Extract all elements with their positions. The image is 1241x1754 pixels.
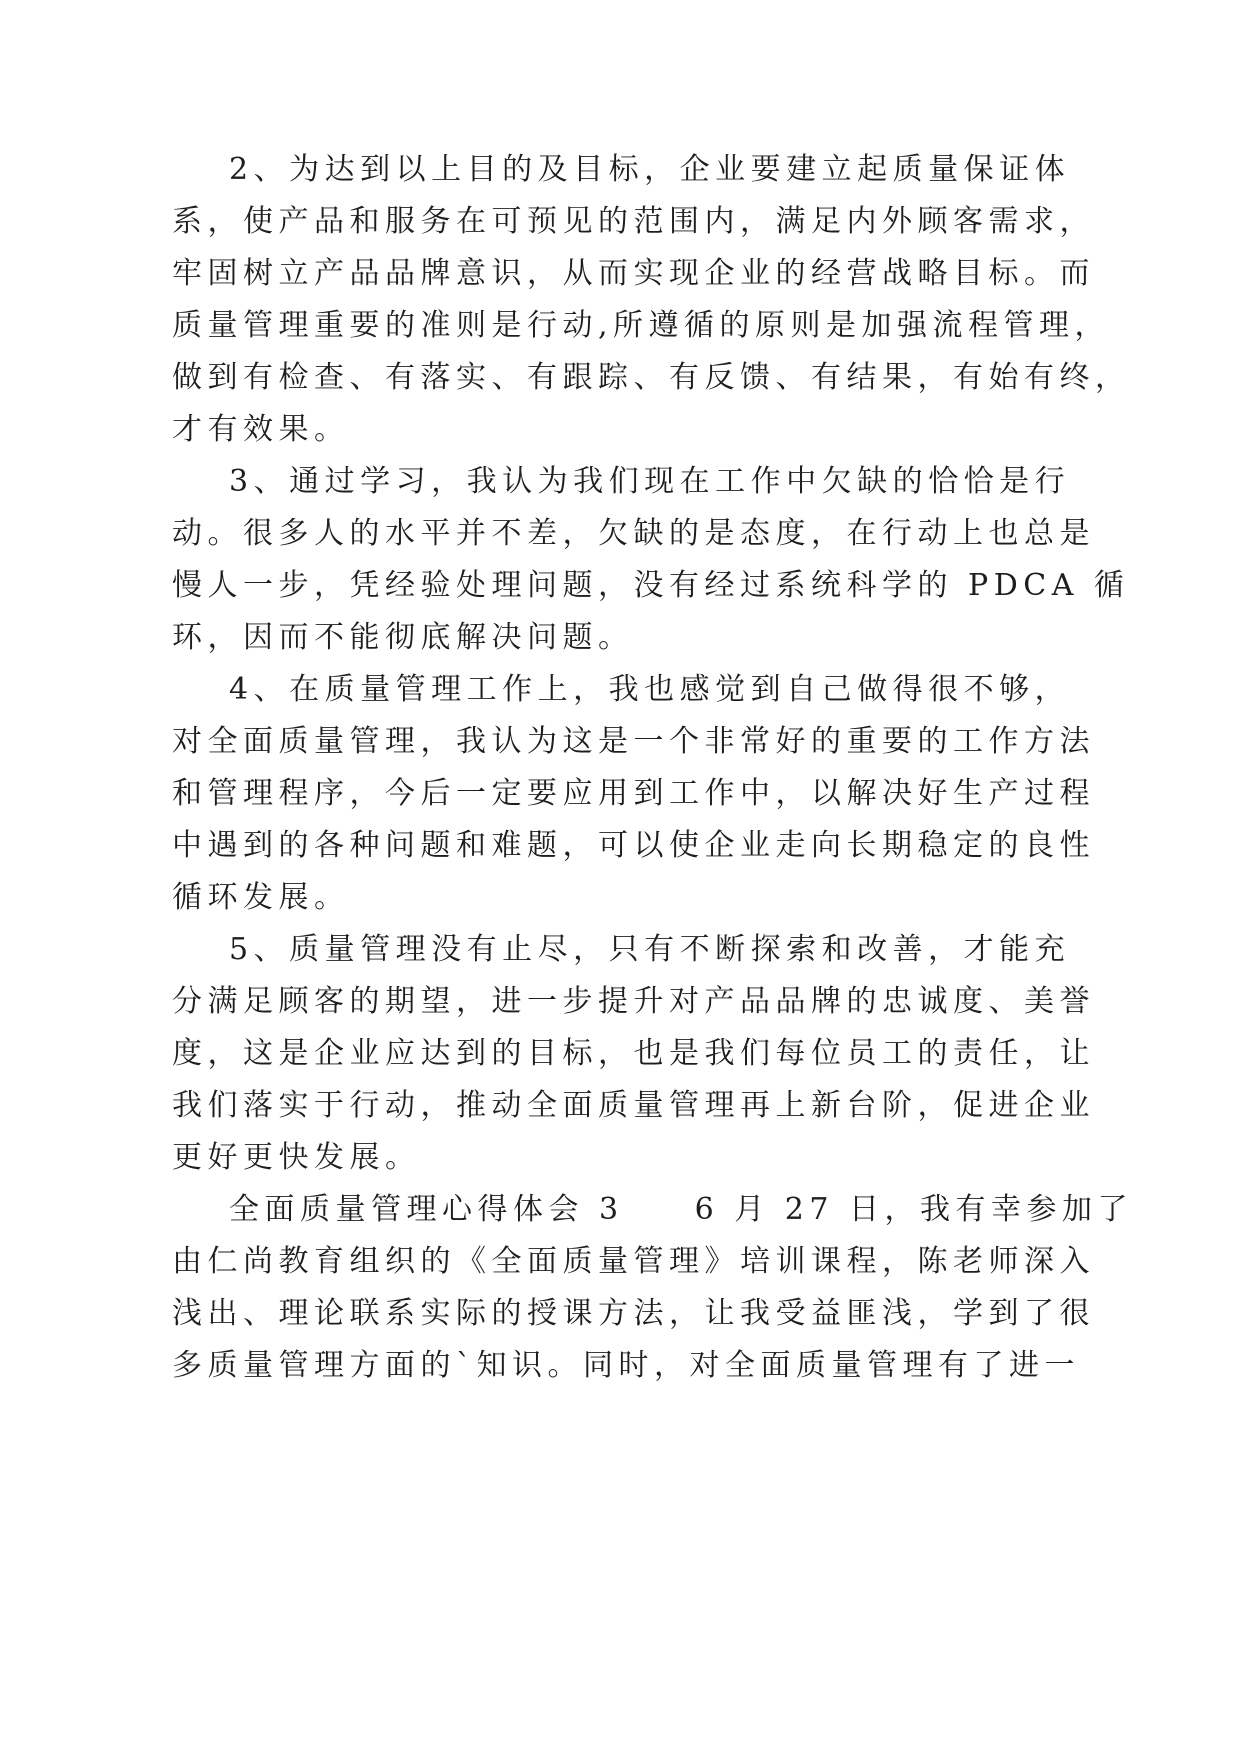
text-line: 慢人一步，凭经验处理问题，没有经过系统科学的 PDCA 循 xyxy=(172,568,1130,603)
text-line: 才有效果。 xyxy=(172,412,350,447)
text-line: 全面质量管理心得体会 3 6 月 27 日，我有幸参加了 xyxy=(229,1192,1133,1227)
text-line: 动。很多人的水平并不差，欠缺的是态度，在行动上也总是 xyxy=(172,516,1095,551)
text-line: 系，使产品和服务在可预见的范围内，满足内外顾客需求， xyxy=(172,204,1095,239)
text-line: 分满足顾客的期望，进一步提升对产品品牌的忠诚度、美誉 xyxy=(172,984,1095,1019)
text-line: 对全面质量管理，我认为这是一个非常好的重要的工作方法 xyxy=(172,724,1095,759)
text-line: 和管理程序，今后一定要应用到工作中，以解决好生产过程 xyxy=(172,776,1095,811)
text-line: 4、在质量管理工作上，我也感觉到自己做得很不够， xyxy=(229,672,1071,707)
text-line: 度，这是企业应达到的目标，也是我们每位员工的责任，让 xyxy=(172,1036,1095,1071)
text-line: 由仁尚教育组织的《全面质量管理》培训课程，陈老师深入 xyxy=(172,1244,1095,1279)
text-line: 我们落实于行动，推动全面质量管理再上新台阶，促进企业 xyxy=(172,1088,1095,1123)
text-line: 5、质量管理没有止尽，只有不断探索和改善，才能充 xyxy=(229,932,1071,967)
text-line: 循环发展。 xyxy=(172,880,350,915)
text-line: 多质量管理方面的`知识。同时，对全面质量管理有了进一 xyxy=(172,1348,1080,1383)
text-line: 浅出、理论联系实际的授课方法，让我受益匪浅，学到了很 xyxy=(172,1296,1095,1331)
text-line: 质量管理重要的准则是行动,所遵循的原则是加强流程管理， xyxy=(172,308,1111,343)
text-line: 中遇到的各种问题和难题，可以使企业走向长期稳定的良性 xyxy=(172,828,1095,863)
text-line: 环，因而不能彻底解决问题。 xyxy=(172,620,634,655)
text-line: 牢固树立产品品牌意识，从而实现企业的经营战略目标。而 xyxy=(172,256,1095,291)
text-line: 做到有检查、有落实、有跟踪、有反馈、有结果，有始有终， xyxy=(172,360,1131,395)
text-line: 更好更快发展。 xyxy=(172,1140,421,1175)
text-line: 2、为达到以上目的及目标，企业要建立起质量保证体 xyxy=(229,152,1071,187)
text-line: 3、通过学习，我认为我们现在工作中欠缺的恰恰是行 xyxy=(229,464,1071,499)
